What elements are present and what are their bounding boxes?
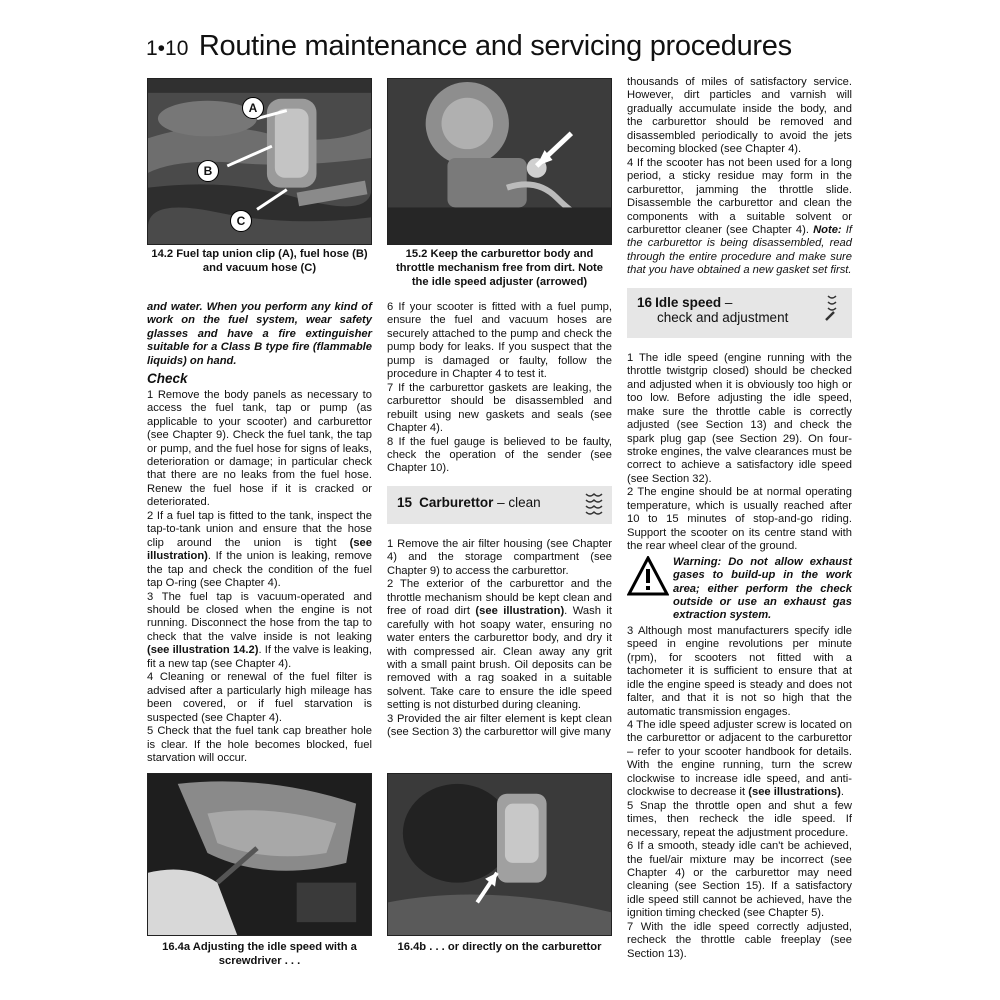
photo-carburettor (387, 78, 612, 245)
label-a: A (242, 97, 264, 119)
label-c: C (230, 210, 252, 232)
warning-triangle-icon (627, 556, 669, 596)
caption-14-2: 14.2 Fuel tap union clip (A), fuel hose (B) and vacuum hose (C) (151, 248, 368, 274)
column-3 (627, 76, 852, 961)
idle-para-4: 4 The idle speed adjuster screw is located on the carburettor or adjacent to the carburettor – refer to your scooter handbook for details. With the engine running, turn the screw clockwise to increase idle speed, and anti-clockwise to decrease it (see illustrations). (627, 719, 852, 799)
page-title: Routine maintenance and servicing procedures (198, 30, 792, 62)
photo-idle-screwdriver (147, 773, 372, 936)
section15-para-2: 2 The exterior of the carburettor and the throttle mechanism should be kept clean and free of road dirt (see illustration). Wash it carefully with hot soapy water, ensuring no water enters the carburettor body, and dry it with compressed air. Clean away any grit with a small paint brush. Oil deposits can be removed with a rag soaked in a suitable solvent. Take care to ensure the idle speed setting is not disturbed during cleaning. (387, 578, 612, 712)
para-7: 7 If the carburettor gaskets are leaking, the carburettor should be disassembled and rebuilt using new gaskets and seals (see Chapter 4). (387, 381, 612, 435)
section-16-heading: 16 Idle speed – check and adjustment (627, 288, 852, 338)
para-5: 5 Check that the fuel tank cap breather hole is clear. If the hole becomes blocked, fuel starvation will occur. (147, 725, 372, 764)
photo-idle-carburettor (387, 773, 612, 936)
caption-15-2: 15.2 Keep the carburettor body and throttle mechanism free from dirt. Note the idle speed adjuster (arrowed) (395, 248, 603, 288)
para-3: 3 The fuel tap is vacuum-operated and should be closed when the engine is not running. Disconnect the hose from the tap to check that the valve inside is not leaking (see illustration 14.2). If the valve is leaking, fit a new tap (see Chapter 4). (147, 590, 372, 670)
idle-para-2: 2 The engine should be at normal operating temperature, which is usually reached after 10 to 15 minutes of stop-and-go riding. Support the scooter on its centre stand with the rear wheel clear of the ground. (627, 486, 852, 553)
column-1 (147, 301, 372, 765)
idle-para-1: 1 The idle speed (engine running with the throttle twistgrip closed) should be checked and adjusted when it is obviously too high or too low. Before adjusting the idle speed, make sure the throttle cable is correctly adjusted (see Section 13) and check the spark plug gap (see Section 29). On four-stroke engines, the valve clearances must be correct to achieve a satisfactory idle speed (see Section 32). (627, 351, 852, 485)
section15-para-3: 3 Provided the air filter element is kept clean (see Section 3) the carburettor will give many (387, 712, 612, 739)
idle-para-7: 7 With the idle speed correctly adjusted, recheck the throttle cable freeplay (see Section 13). (627, 920, 852, 960)
carb-para-4: 4 If the scooter has not been used for a long period, a sticky residue may form in the carburettor, jamming the throttle slide. Disassemble the carburettor and clean the components with a suitable solvent or carburettor cleaner (see Chapter 4). Note: If the carburettor is being disassembled, read through the entire procedure and make sure that you have obtained a new gasket set first. (627, 156, 853, 277)
page-header (146, 30, 866, 70)
caption-16-4b: 16.4b . . . or directly on the carburettor (397, 941, 602, 953)
idle-para-5: 5 Snap the throttle open and shut a few times, then recheck the idle speed. If necessary, repeat the adjustment procedure. (627, 799, 852, 839)
subheading-check: Check (147, 371, 188, 387)
idle-para-3: 3 Although most manufacturers specify idle speed in engine revolutions per minute (rpm), for scooters not fitted with a tachometer it is sufficient to ensure that at idle the engine speed is steady and does not falter, and that it is not so high that the automatic transmission engages. (627, 624, 852, 718)
para-4: 4 Cleaning or renewal of the fuel filter is advised after a particularly high mileage has been covered, or if fuel starvation is suspected (see Chapter 4). (147, 671, 372, 724)
section15-para-1: 1 Remove the air filter housing (see Chapter 4) and the storage compartment (see Chapter 9) to access the carburettor. (387, 537, 612, 577)
warning-text: Warning: Do not allow exhaust gases to build-up in the work area; either perform the check outside or use an exhaust gas extraction system. (673, 555, 852, 622)
carb-continuation: thousands of miles of satisfactory service. However, dirt particles and varnish will gradually accumulate inside the body, and the carburettor should be removed and disassembled periodically to avoid the jets becoming blocked (see Chapter 4). (627, 76, 852, 156)
idle-para-6: 6 If a smooth, steady idle can't be achieved, the fuel/air mixture may be incorrect (see Chapter 4) or the carburettor may need cleaning (see Section 15). If a satisfactory idle speed still cannot be achieved, have the ignition timing checked (see Chapter 5). (627, 840, 852, 920)
para-8: 8 If the fuel gauge is believed to be faulty, check the operation of the sender (see Chapter 10). (387, 435, 612, 475)
column-2 (387, 301, 612, 740)
caption-16-4a: 16.4a Adjusting the idle speed with a screwdriver . . . (162, 941, 357, 967)
safety-intro: and water. When you perform any kind of work on the fuel system, wear safety glasses and have a fire extinguisher suitable for a Class B type fire (flammable liquids) on hand. (147, 301, 372, 367)
page-number: 1•10 (146, 37, 189, 60)
section-15-heading: 15 Carburettor – clean (387, 486, 612, 524)
spanner-rating-icon (582, 490, 608, 520)
para-2: 2 If a fuel tap is fitted to the tank, inspect the tap-to-tank union and ensure that the hose clip around the union is tight (see illustration). If the union is leaking, remove the tap and check the condition of the fuel tap O-ring (see Chapter 4). (147, 509, 372, 590)
spanner-rating-icon (822, 292, 848, 322)
exhaust-warning (627, 556, 852, 623)
para-1: 1 Remove the body panels as necessary to access the fuel tank, tap or pump (as applicable to your scooter) and carburettor (see Chapter 9). Check the fuel tank, the tap or pump, and the fuel hose for signs of leaks, deterioration or damage; in particular check that there are no leaks from the fuel hose. Renew the fuel hose if it is cracked or deteriorated. (147, 388, 372, 509)
label-b: B (197, 160, 219, 182)
para-6: 6 If your scooter is fitted with a fuel pump, ensure the fuel and vacuum hoses are securely attached to the pump and check the pump body for leaks. If you suspect that the pump is damaged or faulty, follow the procedure in Chapter 4 to test it. (387, 301, 612, 381)
